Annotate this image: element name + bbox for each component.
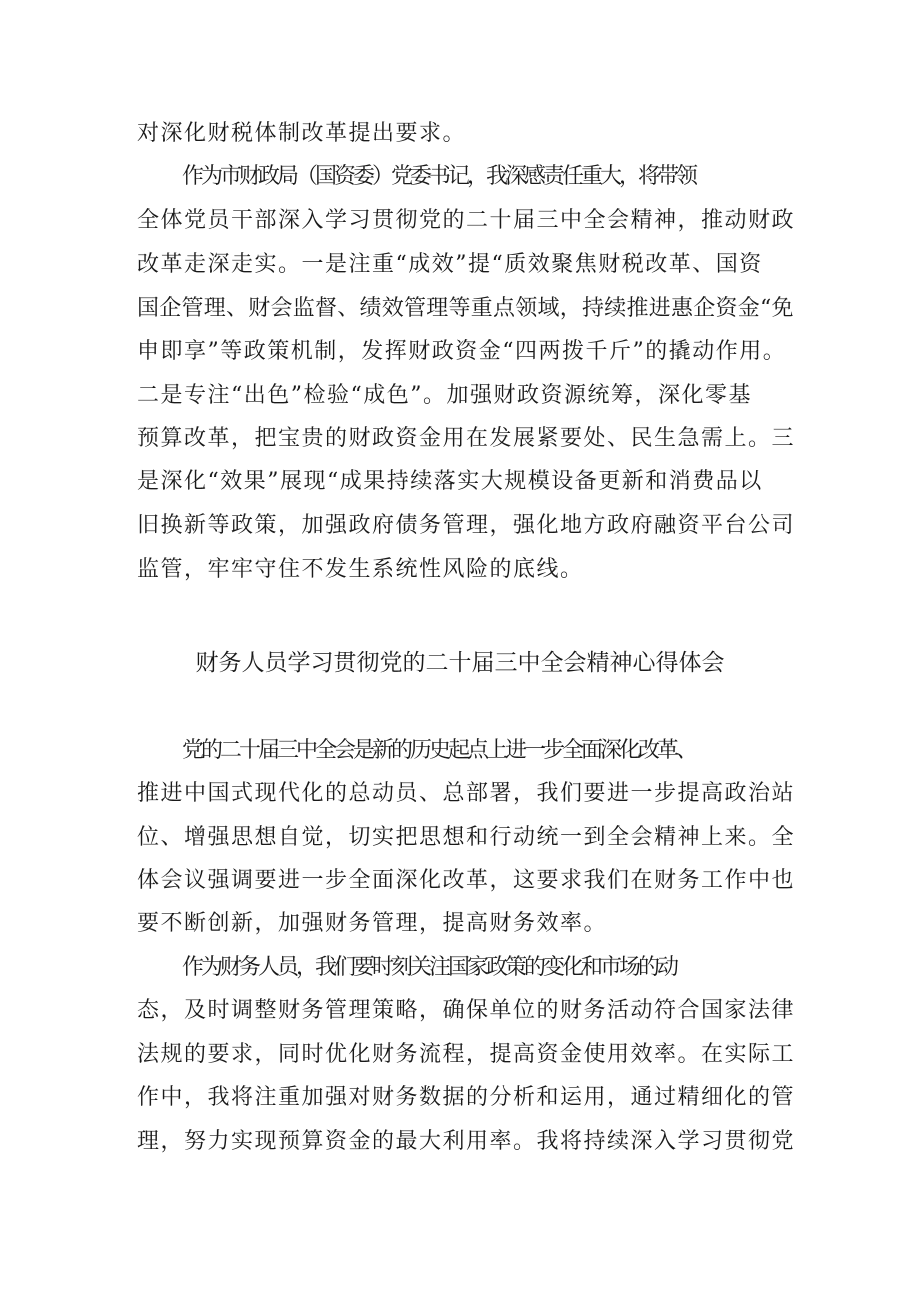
- paragraph-line: 申即享”等政策机制，发挥财政资金“四两拨千斤”的撬动作用。: [137, 339, 787, 364]
- paragraph-line: 作中，我将注重加强对财务数据的分析和运用，通过精细化的管: [137, 1085, 796, 1110]
- paragraph-line: 态，及时调整财务管理策略，确保单位的财务活动符合国家法律: [137, 998, 796, 1023]
- paragraph-line: 二是专注“出色”检验“成色”。加强财政资源统筹，深化零基: [137, 383, 752, 408]
- paragraph-line: 位、增强思想自觉，切实把思想和行动统一到全会精神上来。全: [137, 825, 796, 850]
- paragraph-line: 党的二十届三中全会是新的历史起点上进一步全面深化改革、: [182, 738, 696, 763]
- paragraph-line: 预算改革，把宝贵的财政资金用在发展紧要处、民生急需上。三: [137, 426, 796, 451]
- paragraph-line: 体会议强调要进一步全面深化改革，这要求我们在财务工作中也: [137, 868, 796, 893]
- paragraph-line: 法规的要求，同时优化财务流程，提高资金使用效率。在实际工: [137, 1042, 796, 1067]
- paragraph-line: 对深化财税体制改革提出要求。: [137, 121, 467, 146]
- paragraph-line: 监管，牢牢守住不发生系统性风险的底线。: [137, 557, 584, 582]
- paragraph-line: 国企管理、财会监督、绩效管理等重点领域，持续推进惠企资金“免: [137, 296, 794, 321]
- paragraph-line: 全体党员干部深入学习贯彻党的二十届三中全会精神，推动财政: [137, 208, 796, 233]
- paragraph-line: 作为市财政局（国资委）党委书记，我深感责任重大，将带领: [182, 164, 696, 189]
- paragraph-line: 作为财务人员，我们要时刻关注国家政策的变化和市场的动: [182, 955, 677, 980]
- paragraph-line: 是深化“效果”展现“成果持续落实大规模设备更新和消费品以: [137, 469, 763, 494]
- paragraph-line: 要不断创新，加强财务管理，提高财务效率。: [137, 911, 608, 936]
- paragraph-line: 推进中国式现代化的总动员、总部署，我们要进一步提高政治站: [137, 781, 796, 806]
- paragraph-line: 理，努力实现预算资金的最大利用率。我将持续深入学习贯彻党: [137, 1129, 796, 1154]
- paragraph-line: 改革走深走实。一是注重“成效”提“质效聚焦财税改革、国资: [137, 252, 763, 277]
- section-title: 财务人员学习贯彻党的二十届三中全会精神心得体会: [195, 650, 725, 676]
- paragraph-line: 旧换新等政策，加强政府债务管理，强化地方政府融资平台公司: [137, 513, 796, 538]
